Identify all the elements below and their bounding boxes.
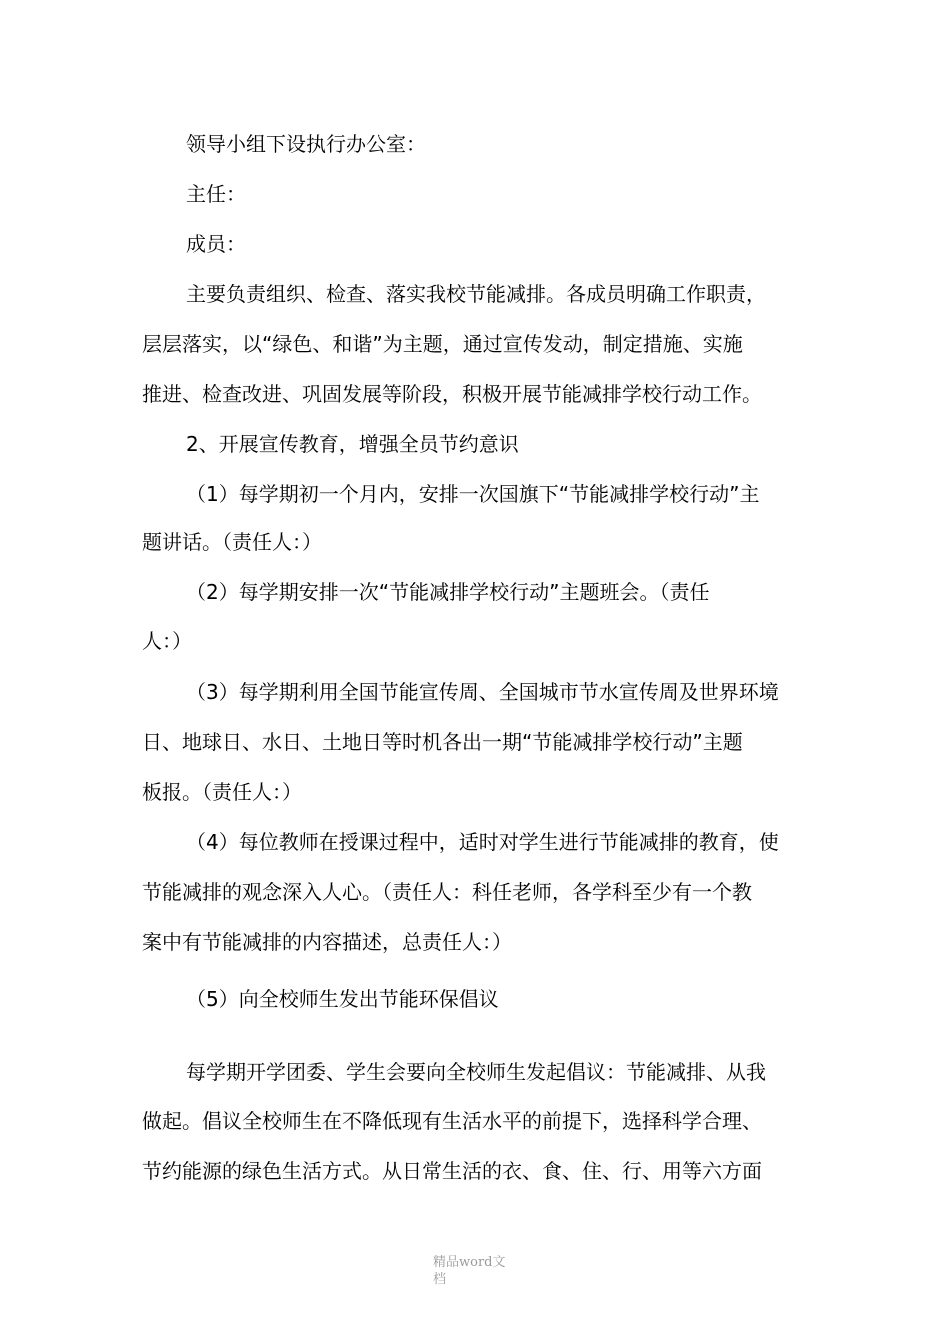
- item-4-line-2: 节能减排的观念深入人心。（责任人：科任老师，各学科至少有一个教: [142, 880, 752, 904]
- item-2-line-1: （2）每学期安排一次“节能减排学校行动”主题班会。（责任: [186, 580, 710, 604]
- item-1-line-1: （1）每学期初一个月内，安排一次国旗下“节能减排学校行动”主: [186, 482, 760, 506]
- para-duties-line-3: 推进、检查改进、巩固发展等阶段，积极开展节能减排学校行动工作。: [142, 382, 762, 406]
- director-line: 主任：: [186, 182, 246, 206]
- item-5-line-1: （5）向全校师生发出节能环保倡议: [186, 987, 499, 1011]
- members-line: 成员：: [186, 232, 246, 256]
- para-duties-line-1: 主要负责组织、检查、落实我校节能减排。各成员明确工作职责，: [186, 282, 766, 306]
- item-3-line-1: （3）每学期利用全国节能宣传周、全国城市节水宣传周及世界环境: [186, 680, 779, 704]
- item-4-line-1: （4）每位教师在授课过程中，适时对学生进行节能减排的教育，使: [186, 830, 779, 854]
- item-4-line-3: 案中有节能减排的内容描述，总责任人：）: [142, 930, 512, 954]
- para-initiative-line-1: 每学期开学团委、学生会要向全校师生发起倡议：节能减排、从我: [186, 1060, 766, 1084]
- item-3-line-2: 日、地球日、水日、土地日等时机各出一期“节能减排学校行动”主题: [142, 730, 743, 754]
- office-heading: 领导小组下设执行办公室：: [186, 132, 426, 156]
- item-3-line-3: 板报。（责任人：）: [142, 780, 302, 804]
- item-2-line-2: 人：）: [142, 629, 192, 653]
- para-initiative-line-2: 做起。倡议全校师生在不降低现有生活水平的前提下，选择科学合理、: [142, 1109, 762, 1133]
- item-1-line-2: 题讲话。（责任人：）: [142, 530, 322, 554]
- para-duties-line-2: 层层落实，以“绿色、和谐”为主题，通过宣传发动，制定措施、实施: [142, 332, 743, 356]
- footer-watermark: 精品word文档: [433, 1255, 506, 1287]
- para-initiative-line-3: 节约能源的绿色生活方式。从日常生活的衣、食、住、行、用等六方面: [142, 1159, 762, 1183]
- section-heading-2: 2、开展宣传教育，增强全员节约意识: [186, 432, 519, 456]
